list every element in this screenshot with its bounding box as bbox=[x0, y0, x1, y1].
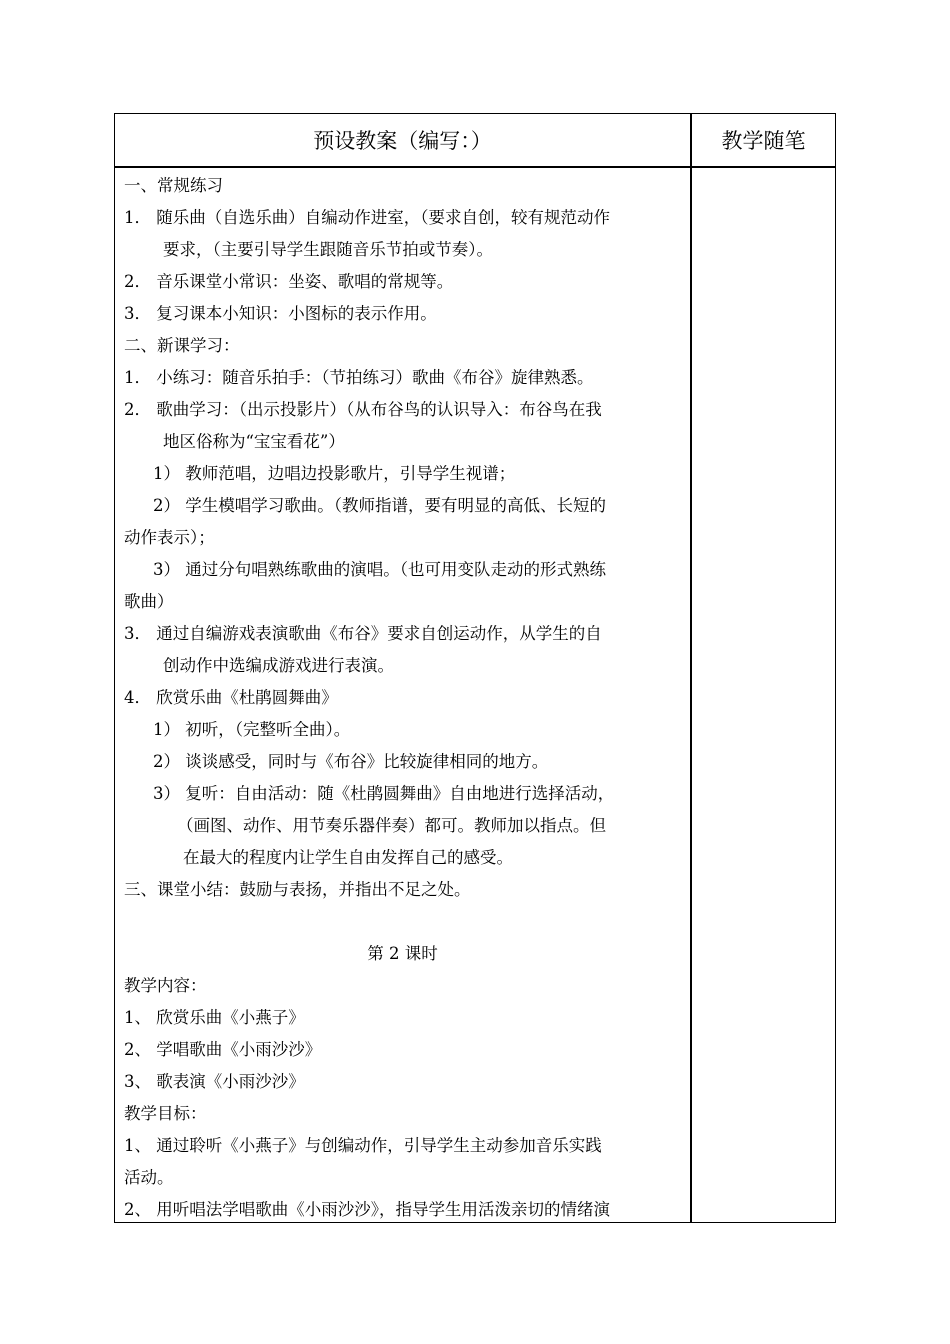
line-3: 2． 音乐课堂小常识：坐姿、歌唱的常规等。 bbox=[124, 272, 454, 291]
line-18: 2） 谈谈感受，同时与《布谷》比较旋律相同的地方。 bbox=[153, 752, 549, 771]
line-10: 2） 学生模唱学习歌曲。（教师指谱，要有明显的高低、长短的 bbox=[153, 496, 606, 515]
teaching-content-heading: 教学内容： bbox=[124, 976, 207, 995]
lesson-plan-table bbox=[114, 113, 836, 1223]
goal-item-1: 1、 通过聆听《小燕子》与创编动作，引导学生主动参加音乐实践 bbox=[124, 1136, 602, 1155]
lesson-2-title: 第 2 课时 bbox=[367, 944, 438, 963]
teaching-goals-heading: 教学目标： bbox=[124, 1104, 207, 1123]
line-1: 1． 随乐曲（自选乐曲）自编动作进室，（要求自创，较有规范动作 bbox=[124, 208, 610, 227]
section-new-lesson: 二、新课学习： bbox=[124, 336, 240, 355]
line-4: 3． 复习课本小知识：小图标的表示作用。 bbox=[124, 304, 437, 323]
line-19: 3） 复听：自由活动：随《杜鹃圆舞曲》自由地进行选择活动， bbox=[153, 784, 615, 803]
line-13: 歌曲） bbox=[124, 592, 174, 611]
line-12: 3） 通过分句唱熟练歌曲的演唱。（也可用变队走动的形式熟练 bbox=[153, 560, 606, 579]
line-11: 动作表示）； bbox=[124, 528, 215, 547]
teaching-notes-column bbox=[692, 168, 835, 1222]
line-2: 要求，（主要引导学生跟随音乐节拍或节奏）。 bbox=[163, 240, 493, 259]
goal-item-1-cont: 活动。 bbox=[124, 1168, 174, 1187]
line-16: 4． 欣赏乐曲《杜鹃圆舞曲》 bbox=[124, 688, 338, 707]
line-7: 2． 歌曲学习：（出示投影片）（从布谷鸟的认识导入：布谷鸟在我 bbox=[124, 400, 602, 419]
line-14: 3． 通过自编游戏表演歌曲《布谷》要求自创运动作，从学生的自 bbox=[124, 624, 602, 643]
goal-item-2: 2、 用听唱法学唱歌曲《小雨沙沙》，指导学生用活泼亲切的情绪演 bbox=[124, 1200, 610, 1219]
section-routine-practice: 一、常规练习 bbox=[124, 176, 223, 195]
line-21: 在最大的程度内让学生自由发挥自己的感受。 bbox=[183, 848, 513, 867]
header-lesson-plan: 预设教案（编写：） bbox=[313, 129, 492, 153]
line-9: 1） 教师范唱，边唱边投影歌片，引导学生视谱； bbox=[153, 464, 516, 483]
line-20: （画图、动作、用节奏乐器伴奏）都可。教师加以指点。但 bbox=[177, 816, 606, 835]
lesson-plan-body bbox=[115, 168, 690, 1222]
header-teaching-notes: 教学随笔 bbox=[721, 129, 806, 153]
line-17: 1） 初听，（完整听全曲）。 bbox=[153, 720, 351, 739]
section-summary: 三、课堂小结：鼓励与表扬，并指出不足之处。 bbox=[124, 880, 471, 899]
content-item-2: 2、 学唱歌曲《小雨沙沙》 bbox=[124, 1040, 322, 1059]
line-15: 创动作中选编成游戏进行表演。 bbox=[163, 656, 394, 675]
line-8: 地区俗称为“宝宝看花”） bbox=[163, 432, 345, 451]
content-item-1: 1、 欣赏乐曲《小燕子》 bbox=[124, 1008, 305, 1027]
line-6: 1． 小练习：随音乐拍手：（节拍练习）歌曲《布谷》旋律熟悉。 bbox=[124, 368, 594, 387]
content-item-3: 3、 歌表演《小雨沙沙》 bbox=[124, 1072, 305, 1091]
